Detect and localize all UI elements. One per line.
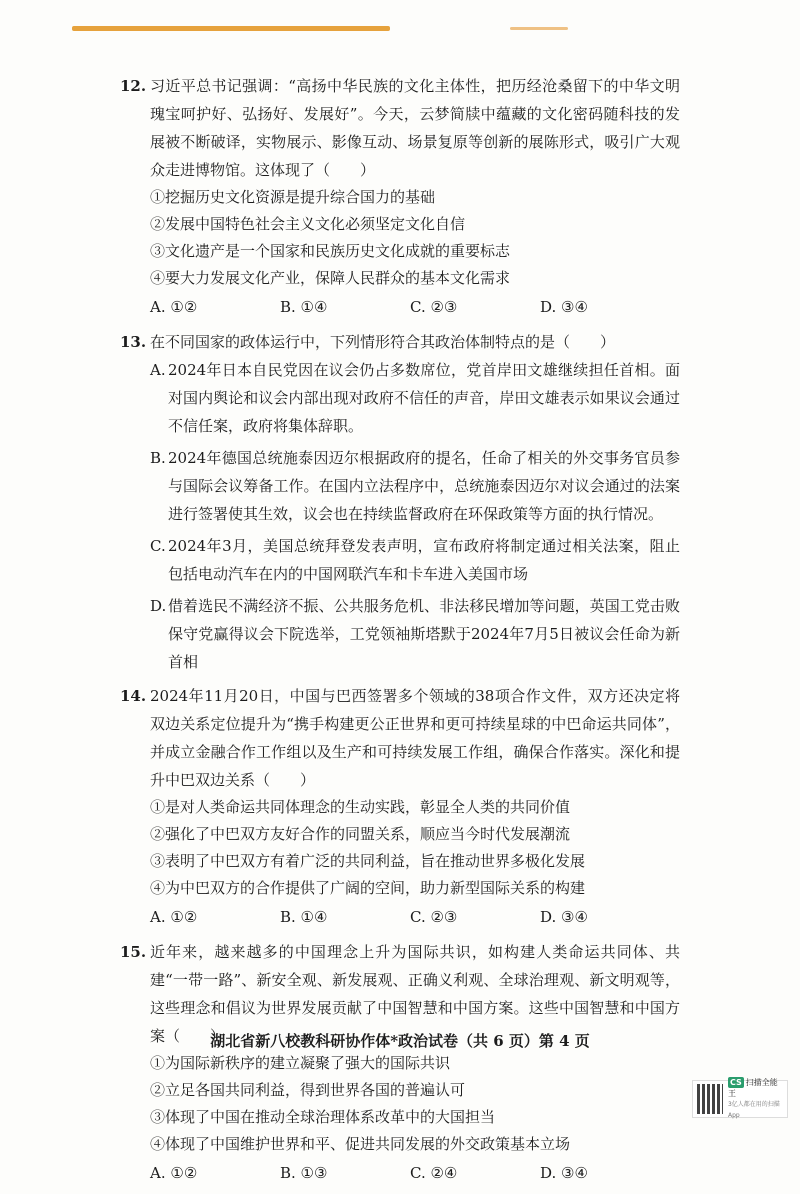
statement-option: ③体现了中国在推动全球治理体系改革中的大国担当 xyxy=(150,1108,496,1126)
question-text: 在不同国家的政体运行中，下列情形符合其政治体制特点的是（ ） xyxy=(150,333,616,351)
statement-option: ④体现了中国维护世界和平、促进共同发展的外交政策基本立场 xyxy=(150,1135,571,1153)
scanner-app-name: 扫描全能王 xyxy=(727,1078,778,1098)
qr-code-icon xyxy=(697,1084,723,1114)
question-text: 习近平总书记强调：“高扬中华民族的文化主体性，把历经沧桑留下的中华文明瑰宝呵护好、弘扬好、发展好”。今天，云梦简牍中蕴藏的文化密码随科技的发展被不断破译，实物展示、影像互动、场景复原等创新的展陈形式，吸引广大观众走进博物馆。这体现了（ ） xyxy=(150,77,680,179)
choice-a xyxy=(120,356,680,440)
choice-c: C. ②③ xyxy=(410,908,458,926)
question-number: 15. xyxy=(120,943,147,961)
choice-b: B. ①④ xyxy=(280,298,328,316)
question-number: 12. xyxy=(120,77,147,95)
statement-option: ③表明了中巴双方有着广泛的共同利益，旨在推动世界多极化发展 xyxy=(150,852,586,870)
page-footer: 湖北省新八校教科研协作体*政治试卷（共 6 页）第 4 页 xyxy=(210,1032,590,1050)
question-text: 2024年11月20日，中国与巴西签署多个领域的38项合作文件，双方还决定将双边关系定位提升为“携手构建更公正世界和更可持续星球的中巴命运共同体”，并成立金融合作工作组以及生产和可持续发展工作组，确保合作落实。深化和提升中巴双边关系（ ） xyxy=(150,687,680,789)
choice-c: C. ②③ xyxy=(410,298,458,316)
statement-option: ②立足各国共同利益，得到世界各国的普遍认可 xyxy=(150,1081,466,1099)
answer-choices xyxy=(120,292,680,322)
choice-a: A. ①② xyxy=(150,298,198,316)
choice-d: D. ③④ xyxy=(540,298,588,316)
question-12 xyxy=(120,72,680,322)
top-decoration-bar xyxy=(72,26,390,31)
choice-a: A. ①② xyxy=(150,1164,198,1182)
choice-c: C. ②④ xyxy=(410,1164,458,1182)
camscanner-logo-icon: CS xyxy=(729,1078,742,1087)
scanner-tagline: 3亿人都在用的扫描App xyxy=(727,1101,780,1119)
statement-option: ③文化遗产是一个国家和民族历史文化成就的重要标志 xyxy=(150,242,511,260)
choice-d xyxy=(120,592,680,676)
choice-a: A. ①② xyxy=(150,908,198,926)
choice-letter: A. xyxy=(150,361,166,379)
question-number: 14. xyxy=(120,687,147,705)
statement-option: ①为国际新秩序的建立凝聚了强大的国际共识 xyxy=(150,1054,451,1072)
statement-option: ②强化了中巴双方友好合作的同盟关系，顺应当今时代发展潮流 xyxy=(150,825,571,843)
question-number: 13. xyxy=(120,333,147,351)
answer-choices xyxy=(120,1158,680,1188)
choice-text: 2024年日本自民党因在议会仍占多数席位，党首岸田文雄继续担任首相。面对国内舆论和议会内部出现对政府不信任的声音，岸田文雄表示如果议会通过不信任案，政府将集体辞职。 xyxy=(168,361,680,435)
choice-c xyxy=(120,532,680,588)
choice-letter: C. xyxy=(150,537,166,555)
statement-option: ④要大力发展文化产业，保障人民群众的基本文化需求 xyxy=(150,269,511,287)
choice-letter: B. xyxy=(150,449,166,467)
question-stem xyxy=(120,328,680,356)
top-decoration-bar-short xyxy=(510,27,568,30)
choice-d: D. ③④ xyxy=(540,1164,588,1182)
statement-option: ①是对人类命运共同体理念的生动实践，彰显全人类的共同价值 xyxy=(150,798,571,816)
scanner-text xyxy=(728,1077,783,1121)
question-14 xyxy=(120,682,680,932)
choice-b xyxy=(120,444,680,528)
choice-d: D. ③④ xyxy=(540,908,588,926)
statement-option: ④为中巴双方的合作提供了广阔的空间，助力新型国际关系的构建 xyxy=(150,879,586,897)
choice-b: B. ①④ xyxy=(280,908,328,926)
choice-text: 借着选民不满经济不振、公共服务危机、非法移民增加等问题，英国工党击败保守党赢得议会下院选举，工党领袖斯塔默于2024年7月5日被议会任命为新首相 xyxy=(168,597,680,671)
choice-text: 2024年3月，美国总统拜登发表声明，宣布政府将制定通过相关法案，阻止包括电动汽车在内的中国网联汽车和卡车进入美国市场 xyxy=(168,537,680,583)
answer-choices xyxy=(120,902,680,932)
statement-option: ①挖掘历史文化资源是提升综合国力的基础 xyxy=(150,188,436,206)
question-15 xyxy=(120,938,680,1188)
choice-b: B. ①③ xyxy=(280,1164,328,1182)
choice-letter: D. xyxy=(150,597,167,615)
scanner-watermark xyxy=(692,1080,788,1118)
choice-text: 2024年德国总统施泰因迈尔根据政府的提名，任命了相关的外交事务官员参与国际会议筹备工作。在国内立法程序中，总统施泰因迈尔对议会通过的法案进行签署使其生效，议会也在持续监督政府在环保政策等方面的执行情况。 xyxy=(168,449,680,523)
statement-option: ②发展中国特色社会主义文化必须坚定文化自信 xyxy=(150,215,466,233)
question-stem xyxy=(120,72,680,184)
exam-page xyxy=(120,72,680,1194)
question-13 xyxy=(120,328,680,676)
question-text: 近年来，越来越多的中国理念上升为国际共识，如构建人类命运共同体、共建“一带一路”、新安全观、新发展观、正确义利观、全球治理观、新文明观等，这些理念和倡议为世界发展贡献了中国智慧和中国方案。这些中国智慧和中国方案（ ） xyxy=(150,943,680,1045)
question-stem xyxy=(120,682,680,794)
